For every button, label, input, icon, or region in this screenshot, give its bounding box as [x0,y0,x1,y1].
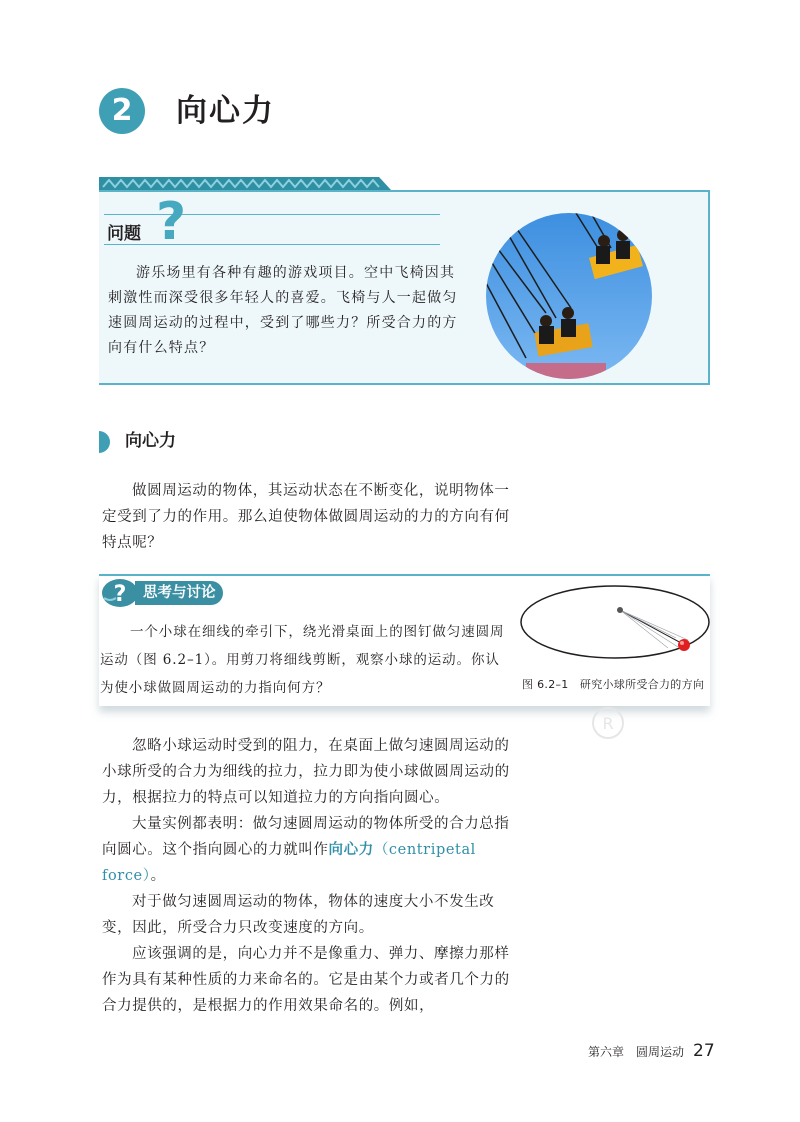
body-paragraph-definition [102,811,512,889]
term-centripetal-force: 向心力 [328,842,374,858]
question-mark-icon: ? [156,192,187,252]
divider [104,244,440,245]
definition-lead: 大量实例都表明：做匀速圆周运动的物体所受的合力总指向圆心。这个指向圆心的力就叫作 [102,816,510,858]
subheading-title: 向心力 [125,431,176,451]
body-paragraph: 对于做匀速圆周运动的物体，物体的速度大小不发生改变，因此，所受合力只改变速度的方向。 [102,894,495,936]
swing-ride-photo [486,213,652,379]
decorative-band [99,177,391,190]
page-number: 27 [693,1041,715,1061]
question-label: 问题 [107,224,141,244]
term-english: （centripetal force） [102,842,476,884]
body-paragraph: 应该强调的是，向心力并不是像重力、弹力、摩擦力那样作为具有某种性质的力来命名的。它是由某个力或者几个力的合力提供的，是根据力的作用效果命名的。例如， [102,946,510,1014]
discussion-icon [100,578,138,608]
section-title: 向心力 [176,93,275,129]
registered-mark-icon [590,705,626,741]
divider [104,214,440,215]
discussion-label: 思考与讨论 [135,581,223,605]
subheading-marker-icon [99,431,111,453]
body-paragraph: 忽略小球运动时受到的阻力，在桌面上做匀速圆周运动的小球所受的合力为细线的拉力，拉力即为使小球做圆周运动的力，根据拉力的特点可以知道拉力的方向指向圆心。 [102,738,510,806]
body-text [102,733,512,1019]
chapter-footer: 第六章 圆周运动 [588,1045,685,1059]
svg-text:?: ? [113,582,127,607]
section-number-badge: 2 [99,88,145,134]
question-text: 游乐场里有各种有趣的游戏项目。空中飞椅因其刺激性而深受很多年轻人的喜爱。飞椅与人一起做匀速圆周运动的过程中，受到了哪些力？所受合力的方向有什么特点？ [108,265,458,356]
definition-end: 。 [150,868,166,884]
discussion-text: 一个小球在细线的牵引下，绕光滑桌面上的图钉做匀速圆周运动（图 6.2–1）。用剪刀将细线剪断，观察小球的运动。你认为使小球做圆周运动的力指向何方？ [100,624,505,696]
figure-caption: 图 6.2–1 研究小球所受合力的方向 [522,678,705,691]
ball-on-string-figure [518,582,712,664]
svg-text:R: R [602,714,614,733]
intro-paragraph: 做圆周运动的物体，其运动状态在不断变化，说明物体一定受到了力的作用。那么迫使物体做圆周运动的力的方向有何特点呢？ [102,483,510,551]
